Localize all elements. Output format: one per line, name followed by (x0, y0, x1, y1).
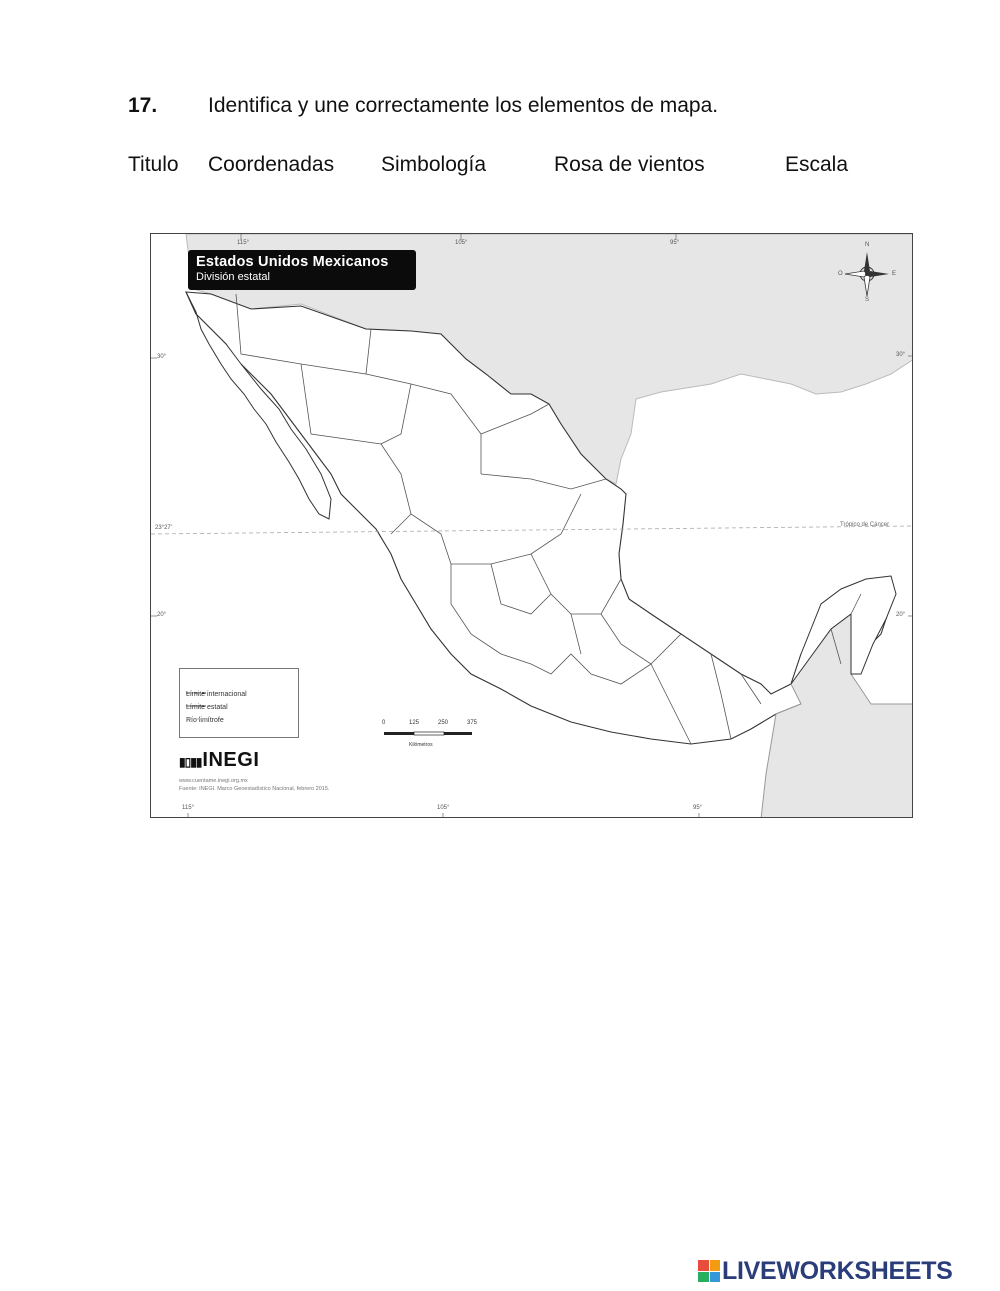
watermark-text: LIVEWORKSHEETS (722, 1256, 953, 1285)
compass-o: O (838, 271, 843, 277)
compass-rose-icon (837, 244, 897, 304)
scale-tick: 250 (438, 720, 449, 726)
map-title-box (188, 250, 416, 290)
scale-bar (384, 730, 474, 740)
option-escala[interactable]: Escala (785, 153, 849, 176)
coord-right-20: 20° (896, 612, 906, 618)
question-number: 17. (128, 94, 158, 117)
scale-tick: 375 (467, 720, 478, 726)
legend-item (186, 691, 247, 698)
coord-bottom-95: 95° (693, 805, 703, 811)
compass-s: S (865, 297, 870, 303)
scale-tick: 0 (382, 720, 386, 726)
coord-left-20: 20° (157, 612, 167, 618)
inegi-logo-icon: ▮▯▮▮ (179, 755, 202, 769)
option-coordenadas[interactable]: Coordenadas (208, 153, 335, 176)
compass-n: N (865, 242, 870, 248)
option-simbologia[interactable]: Simbología (381, 153, 487, 176)
liveworksheets-watermark (698, 1257, 953, 1285)
liveworksheets-logo-icon (698, 1260, 720, 1282)
legend-label: Río limítrofe (186, 717, 224, 724)
option-rosa-de-vientos[interactable]: Rosa de vientos (554, 153, 705, 176)
coord-bottom-115: 115° (182, 805, 194, 811)
inegi-logo: ▮▯▮▮INEGI (179, 749, 260, 771)
source-url: www.cuentame.inegi.org.mx (179, 778, 248, 784)
tropic-label: Trópico de Cáncer (840, 522, 890, 528)
map-scale (379, 720, 479, 750)
question-text: Identifica y une correctamente los elementos de mapa. (208, 94, 719, 117)
legend-item (186, 704, 228, 711)
mexico-map (150, 233, 913, 818)
scale-unit: Kilómetros (409, 742, 433, 748)
map-title: Estados Unidos Mexicanos (196, 254, 389, 270)
source-note: Fuente: INEGI. Marco Geoestadístico Nacional, febrero 2015. (179, 786, 330, 792)
legend-label: Límite internacional (186, 691, 247, 698)
coord-top-115: 115° (237, 240, 249, 246)
map-subtitle: División estatal (196, 271, 270, 283)
coord-right-30: 30° (896, 352, 906, 358)
compass-e: E (892, 271, 897, 277)
map-legend (179, 668, 299, 738)
coord-left-30: 30° (157, 354, 167, 360)
legend-label: Límite estatal (186, 704, 228, 711)
coord-bottom-105: 105° (437, 805, 450, 811)
coord-left-tropic: 23°27' (155, 525, 172, 531)
guatemala-region (761, 614, 913, 818)
coord-top-105: 105° (455, 240, 468, 246)
scale-tick: 125 (409, 720, 420, 726)
legend-item (186, 717, 224, 724)
coord-top-95: 95° (670, 240, 680, 246)
option-titulo[interactable]: Titulo (128, 153, 179, 176)
